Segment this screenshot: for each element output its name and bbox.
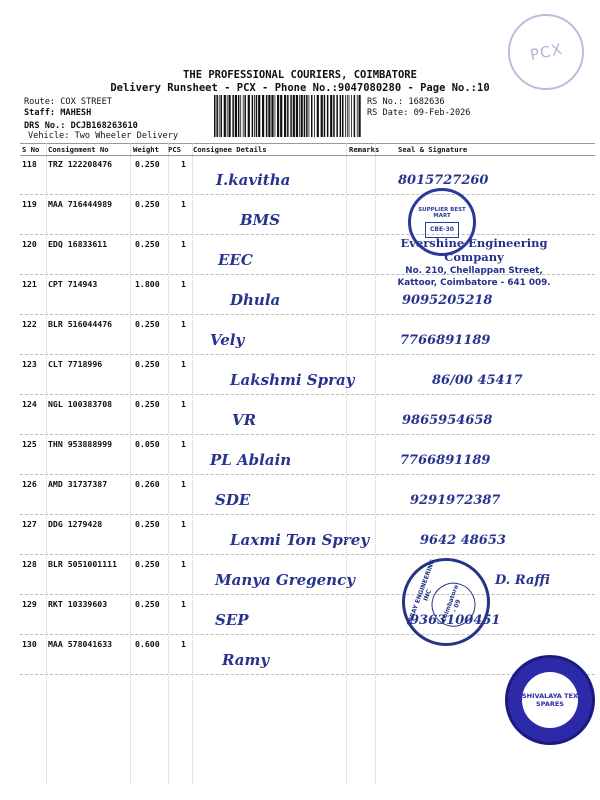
handwritten-signature: 9642 48653	[420, 533, 506, 548]
row-weight: 0.250	[135, 159, 160, 169]
handwritten-signature: 86/00 45417	[432, 373, 523, 388]
table-row	[20, 435, 595, 475]
handwritten-consignee: I.kavitha	[216, 171, 291, 189]
column-divider	[346, 143, 347, 783]
row-weight: 1.800	[135, 279, 160, 289]
row-consignment: TRZ 122208476	[48, 159, 113, 169]
column-divider	[375, 143, 376, 783]
row-weight: 0.250	[135, 599, 160, 609]
col-remarks: Remarks	[349, 145, 380, 154]
row-weight: 0.260	[135, 479, 160, 489]
bestmart-seal-code: CBE-30	[425, 222, 459, 238]
handwritten-signature: D. Raffi	[495, 573, 551, 588]
table-header	[20, 143, 595, 155]
row-sno: 123	[22, 359, 37, 369]
handwritten-signature: 7766891189	[400, 453, 491, 468]
drs-label: DRS No.: DCJB168263610	[24, 121, 138, 131]
handwritten-signature: 9095205218	[402, 293, 493, 308]
row-pcs: 1	[181, 519, 186, 529]
row-weight: 0.250	[135, 359, 160, 369]
row-sno: 120	[22, 239, 37, 249]
array-engineering-seal	[402, 558, 490, 646]
company-name: Evershine Engineering Company	[400, 236, 548, 264]
row-sno: 122	[22, 319, 37, 329]
rs-number: RS No.: 1682636	[367, 97, 445, 107]
pcx-stamp-text: PCX	[528, 39, 564, 65]
shivalaya-seal-text: SHIVALAYA TEX SPARES	[522, 672, 578, 728]
row-pcs: 1	[181, 279, 186, 289]
table-row	[20, 155, 595, 195]
column-divider	[46, 143, 47, 783]
col-consignment: Consignment No	[48, 145, 109, 154]
row-pcs: 1	[181, 159, 186, 169]
handwritten-consignee: PL Ablain	[210, 451, 292, 469]
table-row	[20, 475, 595, 515]
row-consignment: MAA 716444989	[48, 199, 113, 209]
row-sno: 127	[22, 519, 37, 529]
row-pcs: 1	[181, 439, 186, 449]
row-pcs: 1	[181, 599, 186, 609]
barcode	[212, 95, 362, 137]
table-row	[20, 395, 595, 435]
handwritten-consignee: SDE	[215, 491, 251, 509]
column-divider	[130, 143, 131, 783]
column-divider	[168, 143, 169, 783]
handwritten-consignee: VR	[232, 411, 257, 429]
col-pcs: PCS	[168, 145, 181, 154]
row-sno: 124	[22, 399, 37, 409]
handwritten-signature: 9865954658	[402, 413, 493, 428]
row-pcs: 1	[181, 239, 186, 249]
bestmart-seal-text: SUPPLIER BEST MART	[418, 206, 466, 219]
row-consignment: NGL 100383708	[48, 399, 113, 409]
row-pcs: 1	[181, 319, 186, 329]
company-address-1: No. 210, Chellappan Street,	[405, 266, 543, 276]
col-sno: S No	[22, 145, 40, 154]
row-sno: 128	[22, 559, 37, 569]
table-row	[20, 515, 595, 555]
row-weight: 0.250	[135, 319, 160, 329]
row-weight: 0.250	[135, 519, 160, 529]
handwritten-signature: 7766891189	[400, 333, 491, 348]
row-consignment: EDQ 16833611	[48, 239, 108, 249]
row-sno: 121	[22, 279, 37, 289]
handwritten-consignee: BMS	[240, 211, 281, 229]
array-seal-sub: Coimbatore - 09	[425, 577, 481, 633]
row-pcs: 1	[181, 199, 186, 209]
column-divider	[192, 143, 193, 783]
row-pcs: 1	[181, 559, 186, 569]
table-row	[20, 315, 595, 355]
row-consignment: AMD 31737387	[48, 479, 108, 489]
company-stamp	[384, 236, 564, 288]
col-seal: Seal & Signature	[398, 145, 468, 154]
row-weight: 0.050	[135, 439, 160, 449]
table-row	[20, 635, 595, 675]
row-sno: 119	[22, 199, 37, 209]
handwritten-consignee: Dhula	[230, 291, 281, 309]
header-top-rule	[20, 143, 595, 144]
row-weight: 0.600	[135, 639, 160, 649]
row-consignment: BLR 516044476	[48, 319, 113, 329]
row-weight: 0.250	[135, 239, 160, 249]
staff-label: Staff: MAHESH	[24, 108, 92, 118]
table-row	[20, 595, 595, 635]
handwritten-signature: 9363100451	[410, 613, 501, 628]
col-consignee: Consignee Details	[193, 145, 267, 154]
row-divider	[20, 674, 595, 675]
handwritten-consignee: Laxmi Ton Sprey	[230, 531, 370, 549]
vehicle-label: Vehicle: Two Wheeler Delivery	[28, 131, 179, 141]
header-bottom-rule	[20, 155, 595, 156]
row-consignment: RKT 10339603	[48, 599, 108, 609]
row-sno: 125	[22, 439, 37, 449]
row-consignment: DDG 1279428	[48, 519, 103, 529]
row-weight: 0.250	[135, 559, 160, 569]
row-sno: 126	[22, 479, 37, 489]
shivalaya-seal	[505, 655, 595, 745]
runsheet-title: THE PROFESSIONAL COURIERS, COIMBATORE	[183, 69, 417, 81]
rs-date: RS Date: 09-Feb-2026	[367, 108, 471, 118]
route-label: Route: COX STREET	[24, 97, 112, 107]
table-row	[20, 555, 595, 595]
row-sno: 118	[22, 159, 37, 169]
handwritten-consignee: Vely	[210, 331, 245, 349]
row-sno: 129	[22, 599, 37, 609]
handwritten-signature: 8015727260	[398, 173, 489, 188]
row-consignment: CLT 7718996	[48, 359, 103, 369]
array-seal-text: ARRAY ENGINEERING INC	[405, 558, 437, 628]
row-pcs: 1	[181, 399, 186, 409]
handwritten-consignee: EEC	[218, 251, 253, 269]
row-consignment: THN 953888999	[48, 439, 113, 449]
row-consignment: MAA 578041633	[48, 639, 113, 649]
row-consignment: CPT 714943	[48, 279, 98, 289]
handwritten-consignee: Lakshmi Spray	[230, 371, 355, 389]
runsheet-subtitle: Delivery Runsheet - PCX - Phone No.:9047080280 - Page No.:10	[110, 82, 490, 94]
company-address-2: Kattoor, Coimbatore - 641 009.	[397, 278, 551, 288]
col-weight: Weight	[133, 145, 159, 154]
table-row	[20, 355, 595, 395]
row-weight: 0.250	[135, 199, 160, 209]
handwritten-consignee: Ramy	[222, 651, 270, 669]
row-weight: 0.250	[135, 399, 160, 409]
row-sno: 130	[22, 639, 37, 649]
row-pcs: 1	[181, 479, 186, 489]
row-pcs: 1	[181, 639, 186, 649]
row-consignment: BLR 5051001111	[48, 559, 118, 569]
handwritten-consignee: Manya Gregency	[215, 571, 355, 589]
handwritten-signature: 9291972387	[410, 493, 501, 508]
table-row	[20, 195, 595, 235]
handwritten-consignee: SEP	[215, 611, 249, 629]
row-pcs: 1	[181, 359, 186, 369]
